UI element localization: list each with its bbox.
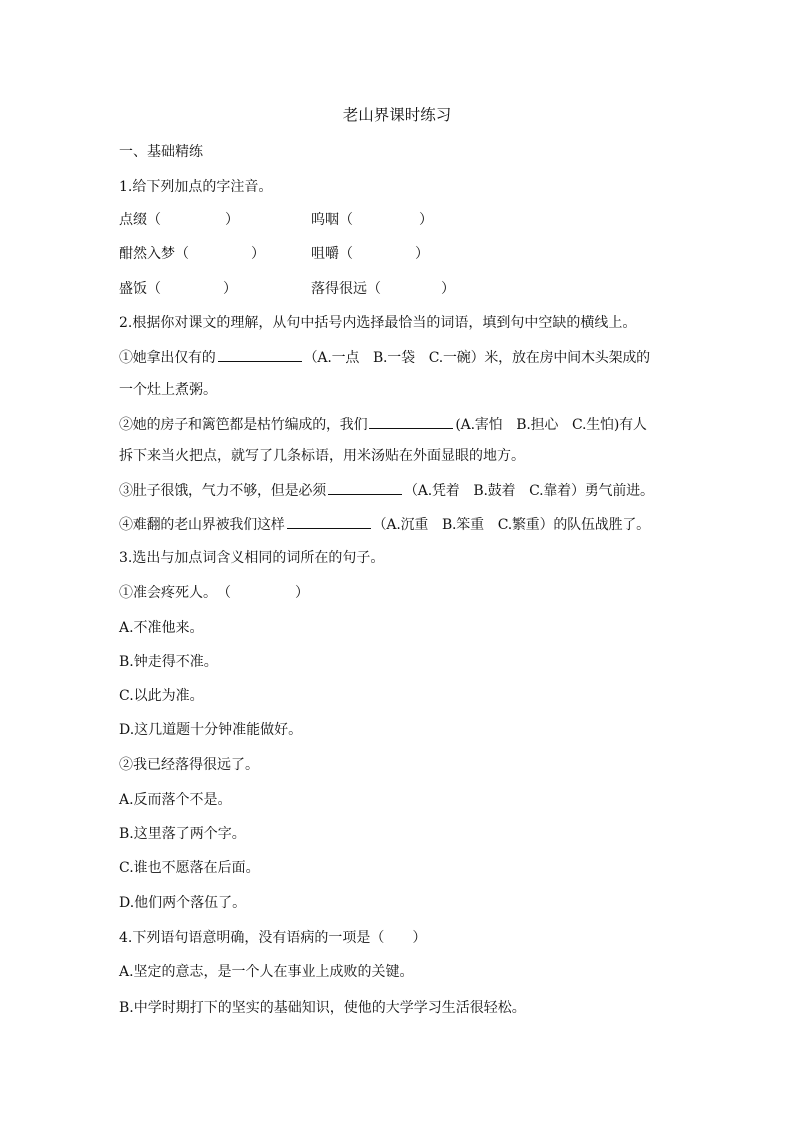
- q1-row-3: 盛饭（ ）: [119, 281, 237, 297]
- q3-p2-option-a: A.反而落个不是。: [119, 792, 232, 808]
- q3-part-2: ②我已经落得很远了。: [119, 757, 259, 773]
- q3-p1-option-c: C.以此为准。: [119, 688, 204, 704]
- q3-p2-option-c: C.谁也不愿落在后面。: [119, 860, 260, 876]
- q2-blank-3[interactable]: [328, 480, 402, 495]
- q2-sentence-2-cont: 拆下来当火把点，就写了几条标语，用米汤贴在外面显眼的地方。: [119, 448, 525, 464]
- q2-sentence-2: ②她的房子和篱笆都是枯竹编成的，我们 (A.害怕 B.担心 C.生怕)有人: [119, 414, 647, 435]
- q1-word-3: 酣然入梦: [119, 246, 175, 262]
- q1-row-1b: 呜咽（ ）: [311, 212, 433, 228]
- q1-word-5: 盛饭: [119, 281, 147, 297]
- q2-sentence-4: ④难翻的老山界被我们这样 （A.沉重 B.笨重 C.繁重）的队伍战胜了。: [119, 514, 650, 535]
- question-3-stem: 3.选出与加点词含义相同的词所在的句子。: [119, 550, 385, 566]
- q3-p1-option-a: A.不准他来。: [119, 620, 204, 636]
- q2-blank-1[interactable]: [218, 347, 302, 362]
- q1-row-2b: 咀嚼（ ）: [311, 246, 429, 262]
- q1-word-1: 点缀: [119, 212, 147, 228]
- q4-option-b: B.中学时期打下的坚实的基础知识，使他的大学学习生活很轻松。: [119, 1000, 526, 1016]
- q3-p1-option-d: D.这几道题十分钟准能做好。: [119, 722, 303, 738]
- q2-blank-2[interactable]: [369, 414, 453, 429]
- q2-sentence-1-cont: 一个灶上煮粥。: [119, 382, 217, 398]
- page-title: 老山界课时练习: [342, 106, 452, 124]
- q1-word-4: 咀嚼: [311, 246, 339, 262]
- q3-part-1: ①准会疼死人。（ ）: [119, 585, 309, 601]
- question-4-stem: 4.下列语句语意明确，没有语病的一项是（ ）: [119, 930, 427, 946]
- q3-p1-option-b: B.钟走得不准。: [119, 654, 218, 670]
- q3-p2-option-d: D.他们两个落伍了。: [119, 895, 247, 911]
- q1-row-2: 酣然入梦（ ）: [119, 246, 265, 262]
- q1-word-6: 落得很远: [311, 281, 367, 297]
- q2-blank-4[interactable]: [287, 514, 371, 529]
- q2-sentence-1: ①她拿出仅有的 （A.一点 B.一袋 C.一碗）米，放在房中间木头架成的: [119, 347, 650, 368]
- q2-sentence-3: ③肚子很饿，气力不够，但是必须 （A.凭着 B.鼓着 C.靠着）勇气前进。: [119, 480, 654, 501]
- question-1-stem: 1.给下列加点的字注音。: [119, 179, 273, 195]
- q3-p2-option-b: B.这里落了两个字。: [119, 826, 246, 842]
- question-2-stem: 2.根据你对课文的理解，从句中括号内选择最恰当的词语，填到句中空缺的横线上。: [119, 315, 637, 331]
- q1-row-3b: 落得很远（ ）: [311, 281, 455, 297]
- section-heading: 一、基础精练: [119, 144, 203, 160]
- q4-option-a: A.坚定的意志，是一个人在事业上成败的关键。: [119, 964, 414, 980]
- q1-row-1: 点缀（ ）: [119, 212, 239, 228]
- q1-word-2: 呜咽: [311, 212, 339, 228]
